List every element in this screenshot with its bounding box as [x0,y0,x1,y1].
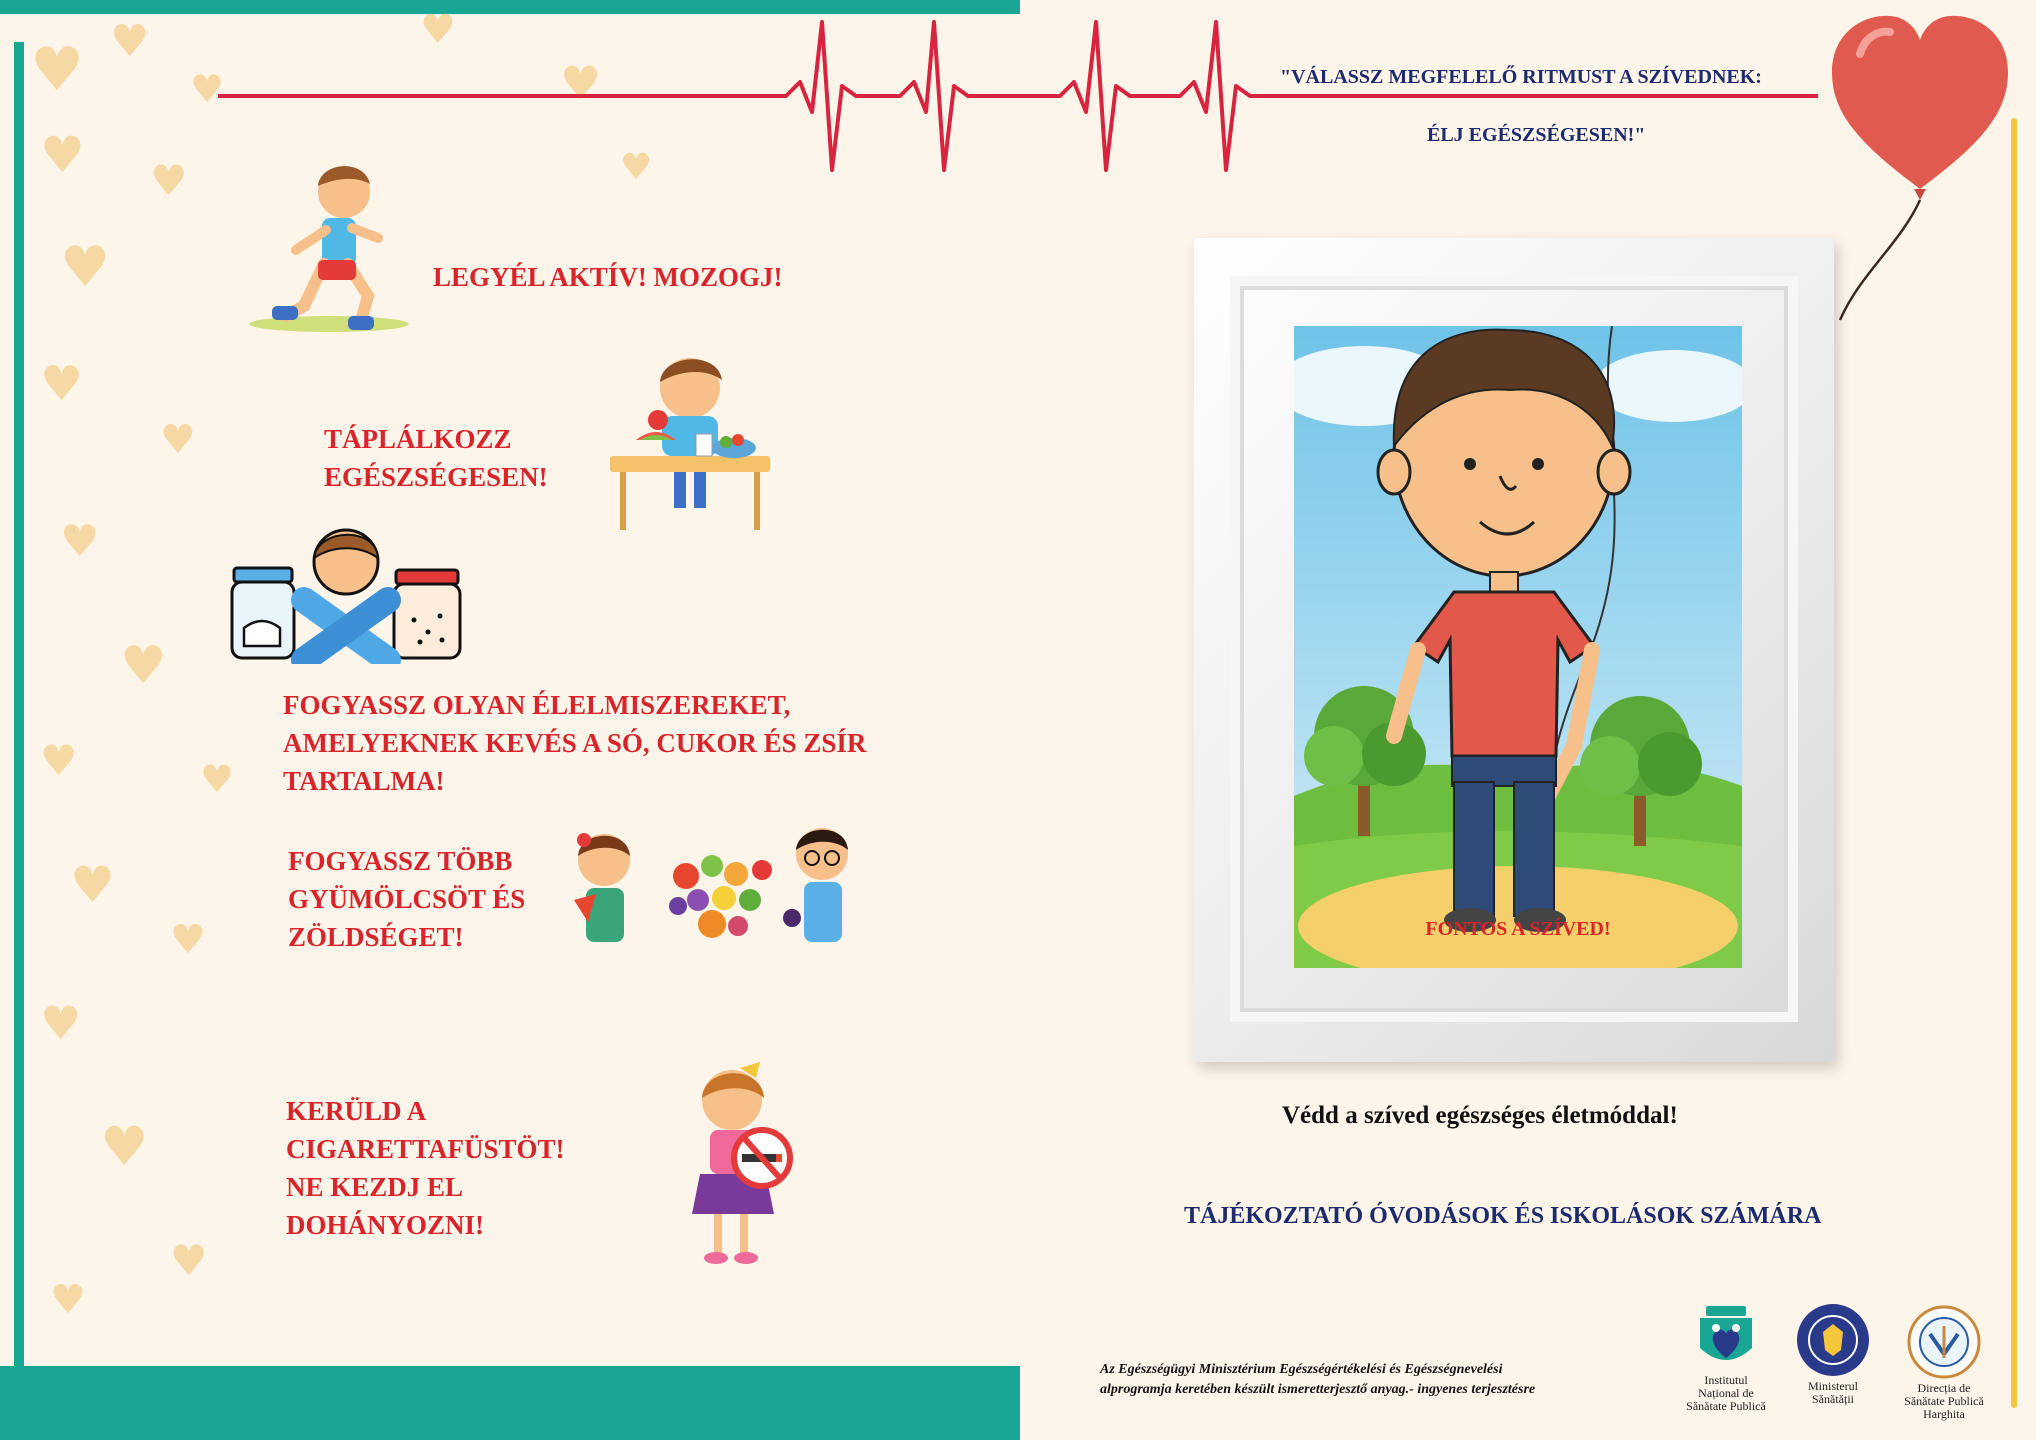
logo-line: Național de [1698,1386,1754,1400]
logo-line: Sănătății [1812,1392,1854,1406]
logo-insp [1668,1306,1784,1413]
tip-fruits-vegetables [288,842,525,956]
tip-line: AMELYEKNEK KEVÉS A SÓ, CUKOR ÉS ZSÍR [283,728,867,758]
bg-heart-icon: ♥ [170,1236,208,1285]
bg-heart-icon: ♥ [110,16,150,67]
bg-heart-icon: ♥ [150,156,188,205]
left-accent-bar [14,42,24,1374]
no-salt-sugar-icon [228,524,468,664]
bg-heart-icon: ♥ [40,736,78,785]
logo-line: Harghita [1923,1407,1965,1421]
frame-caption: FONTOS A SZÍVED! [1425,918,1611,940]
tip-line: KERÜLD A [286,1096,427,1126]
tip-active [433,258,783,296]
tip-line: FOGYASSZ TÖBB [288,846,513,876]
bg-heart-icon: ♥ [620,147,653,188]
government-seal-icon [1795,1302,1871,1378]
heart-balloon-icon [1820,4,2020,324]
logo-line: Sănătate Publică [1904,1394,1984,1408]
bg-heart-icon: ♥ [60,235,111,300]
tip-line: ZÖLDSÉGET! [288,922,464,952]
subtitle: Védd a szíved egészséges életmóddal! [1282,1102,1678,1129]
bg-heart-icon: ♥ [60,516,100,567]
footer-note-line: alprogramja keretében készült ismeretterjesztő anyag.- ingyenes terjesztésre [1100,1382,1536,1397]
dsp-harghita-logo-icon [1906,1304,1982,1380]
audience-label: TÁJÉKOZTATÓ ÓVODÁSOK ÉS ISKOLÁSOK SZÁMÁRA [1184,1203,1822,1229]
tip-line: EGÉSZSÉGESEN! [324,462,548,492]
bg-heart-icon: ♥ [420,7,456,53]
logo-line: Institutul [1704,1373,1748,1387]
tip-line: LEGYÉL AKTÍV! MOZOGJ! [433,262,783,292]
logo-line: Sănătate Publică [1686,1399,1766,1413]
bg-heart-icon: ♥ [40,996,82,1050]
tip-line: CIGARETTAFÜSTÖT! [286,1134,565,1164]
running-boy-icon [244,156,414,336]
bg-heart-icon: ♥ [200,757,235,801]
tip-line: GYÜMÖLCSÖT ÉS [288,884,526,914]
logo-line: Direcția de [1917,1381,1971,1395]
bg-heart-icon: ♥ [160,417,196,463]
slogan-line-1: "VÁLASSZ MEGFELELŐ RITMUST A SZÍVEDNEK: [1280,66,1762,88]
tip-low-salt-sugar [283,686,866,800]
footer-note-line: Az Egészségügyi Minisztérium Egészségértékelési és Egészségnevelési [1100,1362,1503,1377]
bg-heart-icon: ♥ [50,1277,86,1323]
bg-heart-icon: ♥ [100,1115,149,1178]
tip-line: NE KEZDJ EL [286,1172,464,1202]
slogan-line-2: ÉLJ EGÉSZSÉGESEN!" [1427,124,1646,146]
bottom-accent-bar [0,1366,1020,1440]
boy-park-illustration [1294,326,1742,968]
bg-heart-icon: ♥ [120,636,167,696]
tip-line: DOHÁNYOZNI! [286,1210,485,1240]
bg-heart-icon: ♥ [40,126,85,184]
tip-line: FOGYASSZ OLYAN ÉLELMISZEREKET, [283,690,791,720]
tip-line: TARTALMA! [283,766,445,796]
kids-fruit-vegetables-icon [566,826,876,962]
tip-line: TÁPLÁLKOZZ [324,424,512,454]
footer-note [1100,1360,1535,1400]
insp-logo-icon [1696,1306,1756,1370]
bg-heart-icon: ♥ [30,35,84,105]
bg-heart-icon: ♥ [560,56,602,110]
girl-no-smoking-icon [682,1060,802,1270]
tip-no-smoking [286,1092,565,1244]
bg-heart-icon: ♥ [190,67,225,111]
bg-heart-icon: ♥ [170,917,206,963]
boy-eating-icon [606,344,776,534]
bg-heart-icon: ♥ [40,356,84,412]
bg-heart-icon: ♥ [70,856,115,914]
tip-healthy-eating [324,420,548,496]
logo-ministry [1788,1302,1878,1406]
logo-dsp-harghita [1882,1304,2006,1421]
logo-line: Ministerul [1808,1379,1858,1393]
